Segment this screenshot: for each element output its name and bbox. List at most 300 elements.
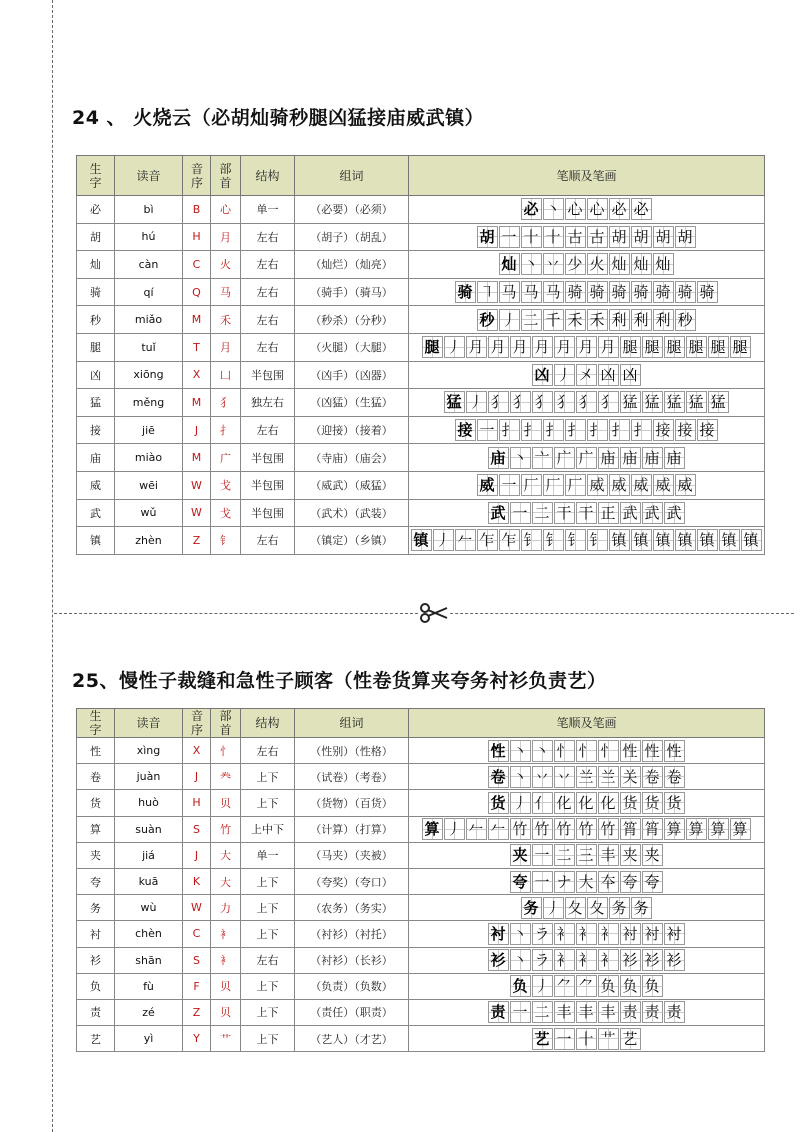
initial-letter-cell: W — [183, 499, 211, 527]
word-group-cell: （农务）（务实） — [295, 895, 409, 921]
stroke-order-cell — [409, 738, 765, 764]
initial-letter-cell: Q — [183, 278, 211, 306]
stroke-step-box: 骑 — [697, 281, 718, 303]
stroke-step-box: 一 — [532, 844, 553, 866]
stroke-step-box: 夸 — [620, 871, 641, 893]
pinyin-cell: wǔ — [115, 499, 183, 527]
word-group-cell: （艺人）（才艺） — [295, 1026, 409, 1052]
stroke-step-box: 货 — [488, 792, 509, 814]
stroke-step-box: 扌 — [543, 419, 564, 441]
stroke-step-box: 丶 — [510, 447, 531, 469]
structure-cell: 左右 — [241, 251, 295, 279]
column-header: 组词 — [295, 709, 409, 738]
stroke-order-cell — [409, 278, 765, 306]
column-header: 笔顺及笔画 — [409, 709, 765, 738]
stroke-step-box: 一 — [477, 419, 498, 441]
stroke-step-box: 性 — [488, 740, 509, 762]
stroke-step-box: 乍 — [499, 529, 520, 551]
stroke-step-box: 骑 — [675, 281, 696, 303]
stroke-step-box: 火 — [587, 253, 608, 275]
character-cell: 衬 — [77, 921, 115, 947]
stroke-order-cell — [409, 527, 765, 555]
stroke-step-box: 二 — [532, 1001, 553, 1023]
stroke-step-box: 丷 — [543, 253, 564, 275]
table-row — [77, 389, 765, 417]
initial-letter-cell: H — [183, 223, 211, 251]
column-header: 部首 — [211, 709, 241, 738]
structure-cell: 左右 — [241, 306, 295, 334]
stroke-step-box: 胡 — [653, 226, 674, 248]
stroke-step-box: 兰 — [576, 766, 597, 788]
stroke-step-box: 心 — [587, 198, 608, 220]
character-cell: 必 — [77, 196, 115, 224]
stroke-step-box: 接 — [653, 419, 674, 441]
pinyin-cell: zhèn — [115, 527, 183, 555]
stroke-step-box: 二 — [521, 309, 542, 331]
word-group-cell: （计算）（打算） — [295, 816, 409, 842]
initial-letter-cell: B — [183, 196, 211, 224]
initial-letter-cell: M — [183, 444, 211, 472]
stroke-step-box: 禾 — [565, 309, 586, 331]
radical-cell: 艹 — [211, 1026, 241, 1052]
structure-cell: 上下 — [241, 921, 295, 947]
radical-cell: 犭 — [211, 389, 241, 417]
stroke-step-box: 化 — [576, 792, 597, 814]
stroke-step-box: 性 — [620, 740, 641, 762]
initial-letter-cell: S — [183, 816, 211, 842]
stroke-step-box: 竹 — [554, 818, 575, 840]
structure-cell: 上下 — [241, 1026, 295, 1052]
stroke-step-box: 责 — [642, 1001, 663, 1023]
stroke-step-box: 镇 — [675, 529, 696, 551]
initial-letter-cell: K — [183, 868, 211, 894]
stroke-step-box: 骑 — [631, 281, 652, 303]
lesson-25-table — [76, 708, 765, 1052]
pinyin-cell: shān — [115, 947, 183, 973]
structure-cell: 半包围 — [241, 471, 295, 499]
structure-cell: 上下 — [241, 790, 295, 816]
stroke-step-box: 月 — [466, 336, 487, 358]
table-row — [77, 842, 765, 868]
radical-cell: 心 — [211, 196, 241, 224]
stroke-step-box: 扌 — [565, 419, 586, 441]
radical-cell: 广 — [211, 444, 241, 472]
stroke-order-cell — [409, 416, 765, 444]
lesson-24-title: 24 、 火烧云（必胡灿骑秒腿凶猛接庙威武镇） — [72, 107, 485, 129]
stroke-step-box: 犭 — [532, 391, 553, 413]
pinyin-cell: hú — [115, 223, 183, 251]
stroke-step-box: 大 — [576, 871, 597, 893]
table-row — [77, 196, 765, 224]
stroke-step-box: 威 — [609, 474, 630, 496]
stroke-step-box: 亠 — [532, 447, 553, 469]
character-cell: 接 — [77, 416, 115, 444]
stroke-order-cell — [409, 499, 765, 527]
stroke-step-box: 犭 — [510, 391, 531, 413]
radical-cell: 扌 — [211, 416, 241, 444]
structure-cell: 半包围 — [241, 361, 295, 389]
table-row — [77, 764, 765, 790]
lesson-24-table — [76, 155, 765, 555]
stroke-step-box: 丿 — [444, 336, 465, 358]
stroke-step-box: 猛 — [708, 391, 729, 413]
stroke-step-box: 丰 — [576, 1001, 597, 1023]
radical-cell: 衤 — [211, 921, 241, 947]
stroke-step-box: 广 — [576, 447, 597, 469]
structure-cell: 上中下 — [241, 816, 295, 842]
table-header-row — [77, 156, 765, 196]
stroke-step-box: 丿 — [532, 975, 553, 997]
pinyin-cell: jiē — [115, 416, 183, 444]
stroke-step-box: 丿 — [554, 364, 575, 386]
table-row — [77, 416, 765, 444]
stroke-step-box: 衫 — [620, 949, 641, 971]
table-row — [77, 921, 765, 947]
stroke-step-box: 十 — [543, 226, 564, 248]
stroke-step-box: ⺈ — [576, 975, 597, 997]
stroke-step-box: 衤 — [554, 949, 575, 971]
stroke-step-box: 𠂉 — [455, 529, 476, 551]
pinyin-cell: juàn — [115, 764, 183, 790]
stroke-step-box: 武 — [488, 502, 509, 524]
initial-letter-cell: J — [183, 842, 211, 868]
pinyin-cell: tuǐ — [115, 333, 183, 361]
stroke-step-box: 丷 — [532, 766, 553, 788]
stroke-step-box: 㐅 — [576, 364, 597, 386]
radical-cell: 贝 — [211, 999, 241, 1025]
table-row — [77, 306, 765, 334]
structure-cell: 上下 — [241, 764, 295, 790]
stroke-step-box: 接 — [675, 419, 696, 441]
stroke-step-box: 兰 — [598, 766, 619, 788]
word-group-cell: （寺庙）（庙会） — [295, 444, 409, 472]
stroke-step-box: 猛 — [620, 391, 641, 413]
stroke-step-box: 胡 — [609, 226, 630, 248]
radical-cell: 戈 — [211, 471, 241, 499]
radical-cell: 力 — [211, 895, 241, 921]
stroke-order-cell — [409, 361, 765, 389]
stroke-step-box: ⺈ — [554, 975, 575, 997]
stroke-step-box: 秒 — [477, 309, 498, 331]
word-group-cell: （负责）（负数） — [295, 973, 409, 999]
stroke-order-cell — [409, 999, 765, 1025]
vertical-cut-line — [52, 0, 53, 1132]
pinyin-cell: xiōng — [115, 361, 183, 389]
pinyin-cell: miǎo — [115, 306, 183, 334]
stroke-step-box: 算 — [422, 818, 443, 840]
character-cell: 灿 — [77, 251, 115, 279]
stroke-step-box: 卷 — [642, 766, 663, 788]
stroke-step-box: 算 — [708, 818, 729, 840]
column-header: 音序 — [183, 709, 211, 738]
stroke-step-box: 忄 — [576, 740, 597, 762]
stroke-step-box: 钅 — [565, 529, 586, 551]
stroke-step-box: 丶 — [521, 253, 542, 275]
stroke-step-box: 利 — [631, 309, 652, 331]
word-group-cell: （凶猛）（生猛） — [295, 389, 409, 417]
word-group-cell: （骑手）（骑马） — [295, 278, 409, 306]
stroke-step-box: 骑 — [587, 281, 608, 303]
initial-letter-cell: X — [183, 738, 211, 764]
stroke-step-box: 卷 — [488, 766, 509, 788]
stroke-step-box: 衬 — [642, 923, 663, 945]
structure-cell: 左右 — [241, 223, 295, 251]
stroke-step-box: 丷 — [554, 766, 575, 788]
character-cell: 性 — [77, 738, 115, 764]
stroke-step-box: 丿 — [444, 818, 465, 840]
stroke-step-box: 凶 — [532, 364, 553, 386]
stroke-step-box: 忄 — [598, 740, 619, 762]
stroke-order-cell — [409, 842, 765, 868]
word-group-cell: （货物）（百货） — [295, 790, 409, 816]
stroke-order-cell — [409, 389, 765, 417]
stroke-step-box: 犭 — [488, 391, 509, 413]
stroke-step-box: 夂 — [565, 897, 586, 919]
structure-cell: 上下 — [241, 895, 295, 921]
character-cell: 胡 — [77, 223, 115, 251]
word-group-cell: （性别）（性格） — [295, 738, 409, 764]
character-cell: 庙 — [77, 444, 115, 472]
pinyin-cell: fù — [115, 973, 183, 999]
stroke-order-cell — [409, 973, 765, 999]
stroke-order-cell — [409, 1026, 765, 1052]
character-cell: 货 — [77, 790, 115, 816]
initial-letter-cell: H — [183, 790, 211, 816]
stroke-step-box: 威 — [587, 474, 608, 496]
stroke-step-box: 务 — [631, 897, 652, 919]
character-cell: 骑 — [77, 278, 115, 306]
stroke-step-box: 衫 — [642, 949, 663, 971]
stroke-step-box: ナ — [554, 871, 575, 893]
initial-letter-cell: M — [183, 306, 211, 334]
table-row — [77, 973, 765, 999]
stroke-step-box: 丿 — [510, 792, 531, 814]
character-cell: 腿 — [77, 333, 115, 361]
stroke-step-box: 夂 — [587, 897, 608, 919]
stroke-step-box: 钅 — [521, 529, 542, 551]
stroke-step-box: 马 — [499, 281, 520, 303]
stroke-step-box: 凶 — [620, 364, 641, 386]
stroke-step-box: 亻 — [532, 792, 553, 814]
stroke-step-box: 负 — [510, 975, 531, 997]
stroke-step-box: 骑 — [565, 281, 586, 303]
initial-letter-cell: S — [183, 947, 211, 973]
stroke-step-box: 丶 — [532, 740, 553, 762]
stroke-step-box: 接 — [455, 419, 476, 441]
character-cell: 算 — [77, 816, 115, 842]
stroke-step-box: 𠂉 — [488, 818, 509, 840]
initial-letter-cell: M — [183, 389, 211, 417]
pinyin-cell: suàn — [115, 816, 183, 842]
word-group-cell: （责任）（职责） — [295, 999, 409, 1025]
stroke-order-cell — [409, 251, 765, 279]
radical-cell: 衤 — [211, 947, 241, 973]
stroke-step-box: 猛 — [664, 391, 685, 413]
stroke-step-box: 必 — [609, 198, 630, 220]
stroke-step-box: 丿 — [499, 309, 520, 331]
stroke-order-cell — [409, 790, 765, 816]
character-cell: 威 — [77, 471, 115, 499]
stroke-step-box: 威 — [631, 474, 652, 496]
column-header: 组词 — [295, 156, 409, 196]
stroke-step-box: 必 — [521, 198, 542, 220]
word-group-cell: （迎接）（接着） — [295, 416, 409, 444]
stroke-step-box: 衤 — [598, 923, 619, 945]
stroke-step-box: ラ — [532, 923, 553, 945]
stroke-step-box: 月 — [488, 336, 509, 358]
stroke-step-box: 利 — [653, 309, 674, 331]
stroke-step-box: 月 — [598, 336, 619, 358]
structure-cell: 左右 — [241, 738, 295, 764]
stroke-step-box: 夹 — [620, 844, 641, 866]
stroke-step-box: 月 — [532, 336, 553, 358]
radical-cell: 龹 — [211, 764, 241, 790]
stroke-step-box: 丿 — [433, 529, 454, 551]
table-row — [77, 471, 765, 499]
initial-letter-cell: W — [183, 471, 211, 499]
stroke-step-box: 庙 — [620, 447, 641, 469]
stroke-step-box: 猛 — [642, 391, 663, 413]
stroke-step-box: 腿 — [422, 336, 443, 358]
word-group-cell: （衬衫）（长衫） — [295, 947, 409, 973]
stroke-step-box: 镇 — [697, 529, 718, 551]
initial-letter-cell: T — [183, 333, 211, 361]
stroke-step-box: 夸 — [642, 871, 663, 893]
stroke-step-box: ラ — [532, 949, 553, 971]
stroke-step-box: 接 — [697, 419, 718, 441]
stroke-order-cell — [409, 196, 765, 224]
table-row — [77, 790, 765, 816]
character-cell: 武 — [77, 499, 115, 527]
table-row — [77, 816, 765, 842]
stroke-step-box: 艹 — [598, 1028, 619, 1050]
stroke-step-box: 凶 — [598, 364, 619, 386]
word-group-cell: （秒杀）（分秒） — [295, 306, 409, 334]
stroke-step-box: 货 — [620, 792, 641, 814]
pinyin-cell: bì — [115, 196, 183, 224]
stroke-step-box: 负 — [642, 975, 663, 997]
character-cell: 衫 — [77, 947, 115, 973]
stroke-step-box: 艺 — [620, 1028, 641, 1050]
table-row — [77, 278, 765, 306]
stroke-step-box: 腿 — [642, 336, 663, 358]
stroke-step-box: 秒 — [675, 309, 696, 331]
character-cell: 负 — [77, 973, 115, 999]
stroke-step-box: 性 — [664, 740, 685, 762]
stroke-step-box: 镇 — [653, 529, 674, 551]
column-header: 音序 — [183, 156, 211, 196]
initial-letter-cell: Z — [183, 527, 211, 555]
stroke-step-box: 衫 — [664, 949, 685, 971]
structure-cell: 上下 — [241, 973, 295, 999]
radical-cell: 月 — [211, 333, 241, 361]
stroke-step-box: 一 — [499, 474, 520, 496]
word-group-cell: （马夹）（夹被） — [295, 842, 409, 868]
radical-cell: 大 — [211, 868, 241, 894]
stroke-order-cell — [409, 816, 765, 842]
pinyin-cell: chèn — [115, 921, 183, 947]
pinyin-cell: qí — [115, 278, 183, 306]
stroke-step-box: 丰 — [598, 1001, 619, 1023]
stroke-step-box: 二 — [554, 844, 575, 866]
pinyin-cell: càn — [115, 251, 183, 279]
stroke-step-box: 月 — [576, 336, 597, 358]
stroke-step-box: 厂 — [565, 474, 586, 496]
stroke-step-box: 𠂉 — [466, 818, 487, 840]
stroke-step-box: 镇 — [609, 529, 630, 551]
structure-cell: 上下 — [241, 999, 295, 1025]
radical-cell: 贝 — [211, 973, 241, 999]
pinyin-cell: yì — [115, 1026, 183, 1052]
stroke-step-box: 威 — [653, 474, 674, 496]
stroke-step-box: 竹 — [532, 818, 553, 840]
radical-cell: 火 — [211, 251, 241, 279]
pinyin-cell: miào — [115, 444, 183, 472]
stroke-step-box: 卷 — [664, 766, 685, 788]
stroke-step-box: 利 — [609, 309, 630, 331]
column-header: 笔顺及笔画 — [409, 156, 765, 196]
stroke-step-box: 武 — [664, 502, 685, 524]
scissors-icon — [418, 601, 450, 625]
table-header-row — [77, 709, 765, 738]
stroke-step-box: 三 — [576, 844, 597, 866]
stroke-step-box: ㇕ — [477, 281, 498, 303]
stroke-step-box: 骑 — [653, 281, 674, 303]
stroke-step-box: 腿 — [686, 336, 707, 358]
table-row — [77, 1026, 765, 1052]
stroke-step-box: 务 — [521, 897, 542, 919]
stroke-step-box: 责 — [620, 1001, 641, 1023]
table-row — [77, 999, 765, 1025]
column-header: 读音 — [115, 156, 183, 196]
stroke-step-box: 衬 — [488, 923, 509, 945]
stroke-step-box: 忄 — [554, 740, 575, 762]
structure-cell: 左右 — [241, 416, 295, 444]
stroke-step-box: 灿 — [499, 253, 520, 275]
stroke-order-cell — [409, 333, 765, 361]
stroke-step-box: 胡 — [631, 226, 652, 248]
stroke-step-box: 丿 — [543, 897, 564, 919]
stroke-step-box: 夹 — [642, 844, 663, 866]
stroke-step-box: 算 — [686, 818, 707, 840]
stroke-step-box: 算 — [730, 818, 751, 840]
character-cell: 艺 — [77, 1026, 115, 1052]
stroke-step-box: 丰 — [598, 844, 619, 866]
stroke-step-box: 丶 — [510, 766, 531, 788]
stroke-step-box: 必 — [631, 198, 652, 220]
word-group-cell: （衬衫）（衬托） — [295, 921, 409, 947]
pinyin-cell: měng — [115, 389, 183, 417]
stroke-step-box: 镇 — [741, 529, 762, 551]
stroke-step-box: 武 — [642, 502, 663, 524]
radical-cell: 凵 — [211, 361, 241, 389]
stroke-step-box: 少 — [565, 253, 586, 275]
stroke-step-box: 广 — [554, 447, 575, 469]
word-group-cell: （武术）（武装） — [295, 499, 409, 527]
radical-cell: 钅 — [211, 527, 241, 555]
structure-cell: 单一 — [241, 842, 295, 868]
stroke-step-box: 灿 — [653, 253, 674, 275]
radical-cell: 马 — [211, 278, 241, 306]
stroke-step-box: 禾 — [587, 309, 608, 331]
stroke-step-box: 庙 — [598, 447, 619, 469]
character-cell: 夸 — [77, 868, 115, 894]
radical-cell: 禾 — [211, 306, 241, 334]
column-header: 生字 — [77, 709, 115, 738]
stroke-step-box: 马 — [543, 281, 564, 303]
initial-letter-cell: F — [183, 973, 211, 999]
stroke-step-box: 衤 — [554, 923, 575, 945]
